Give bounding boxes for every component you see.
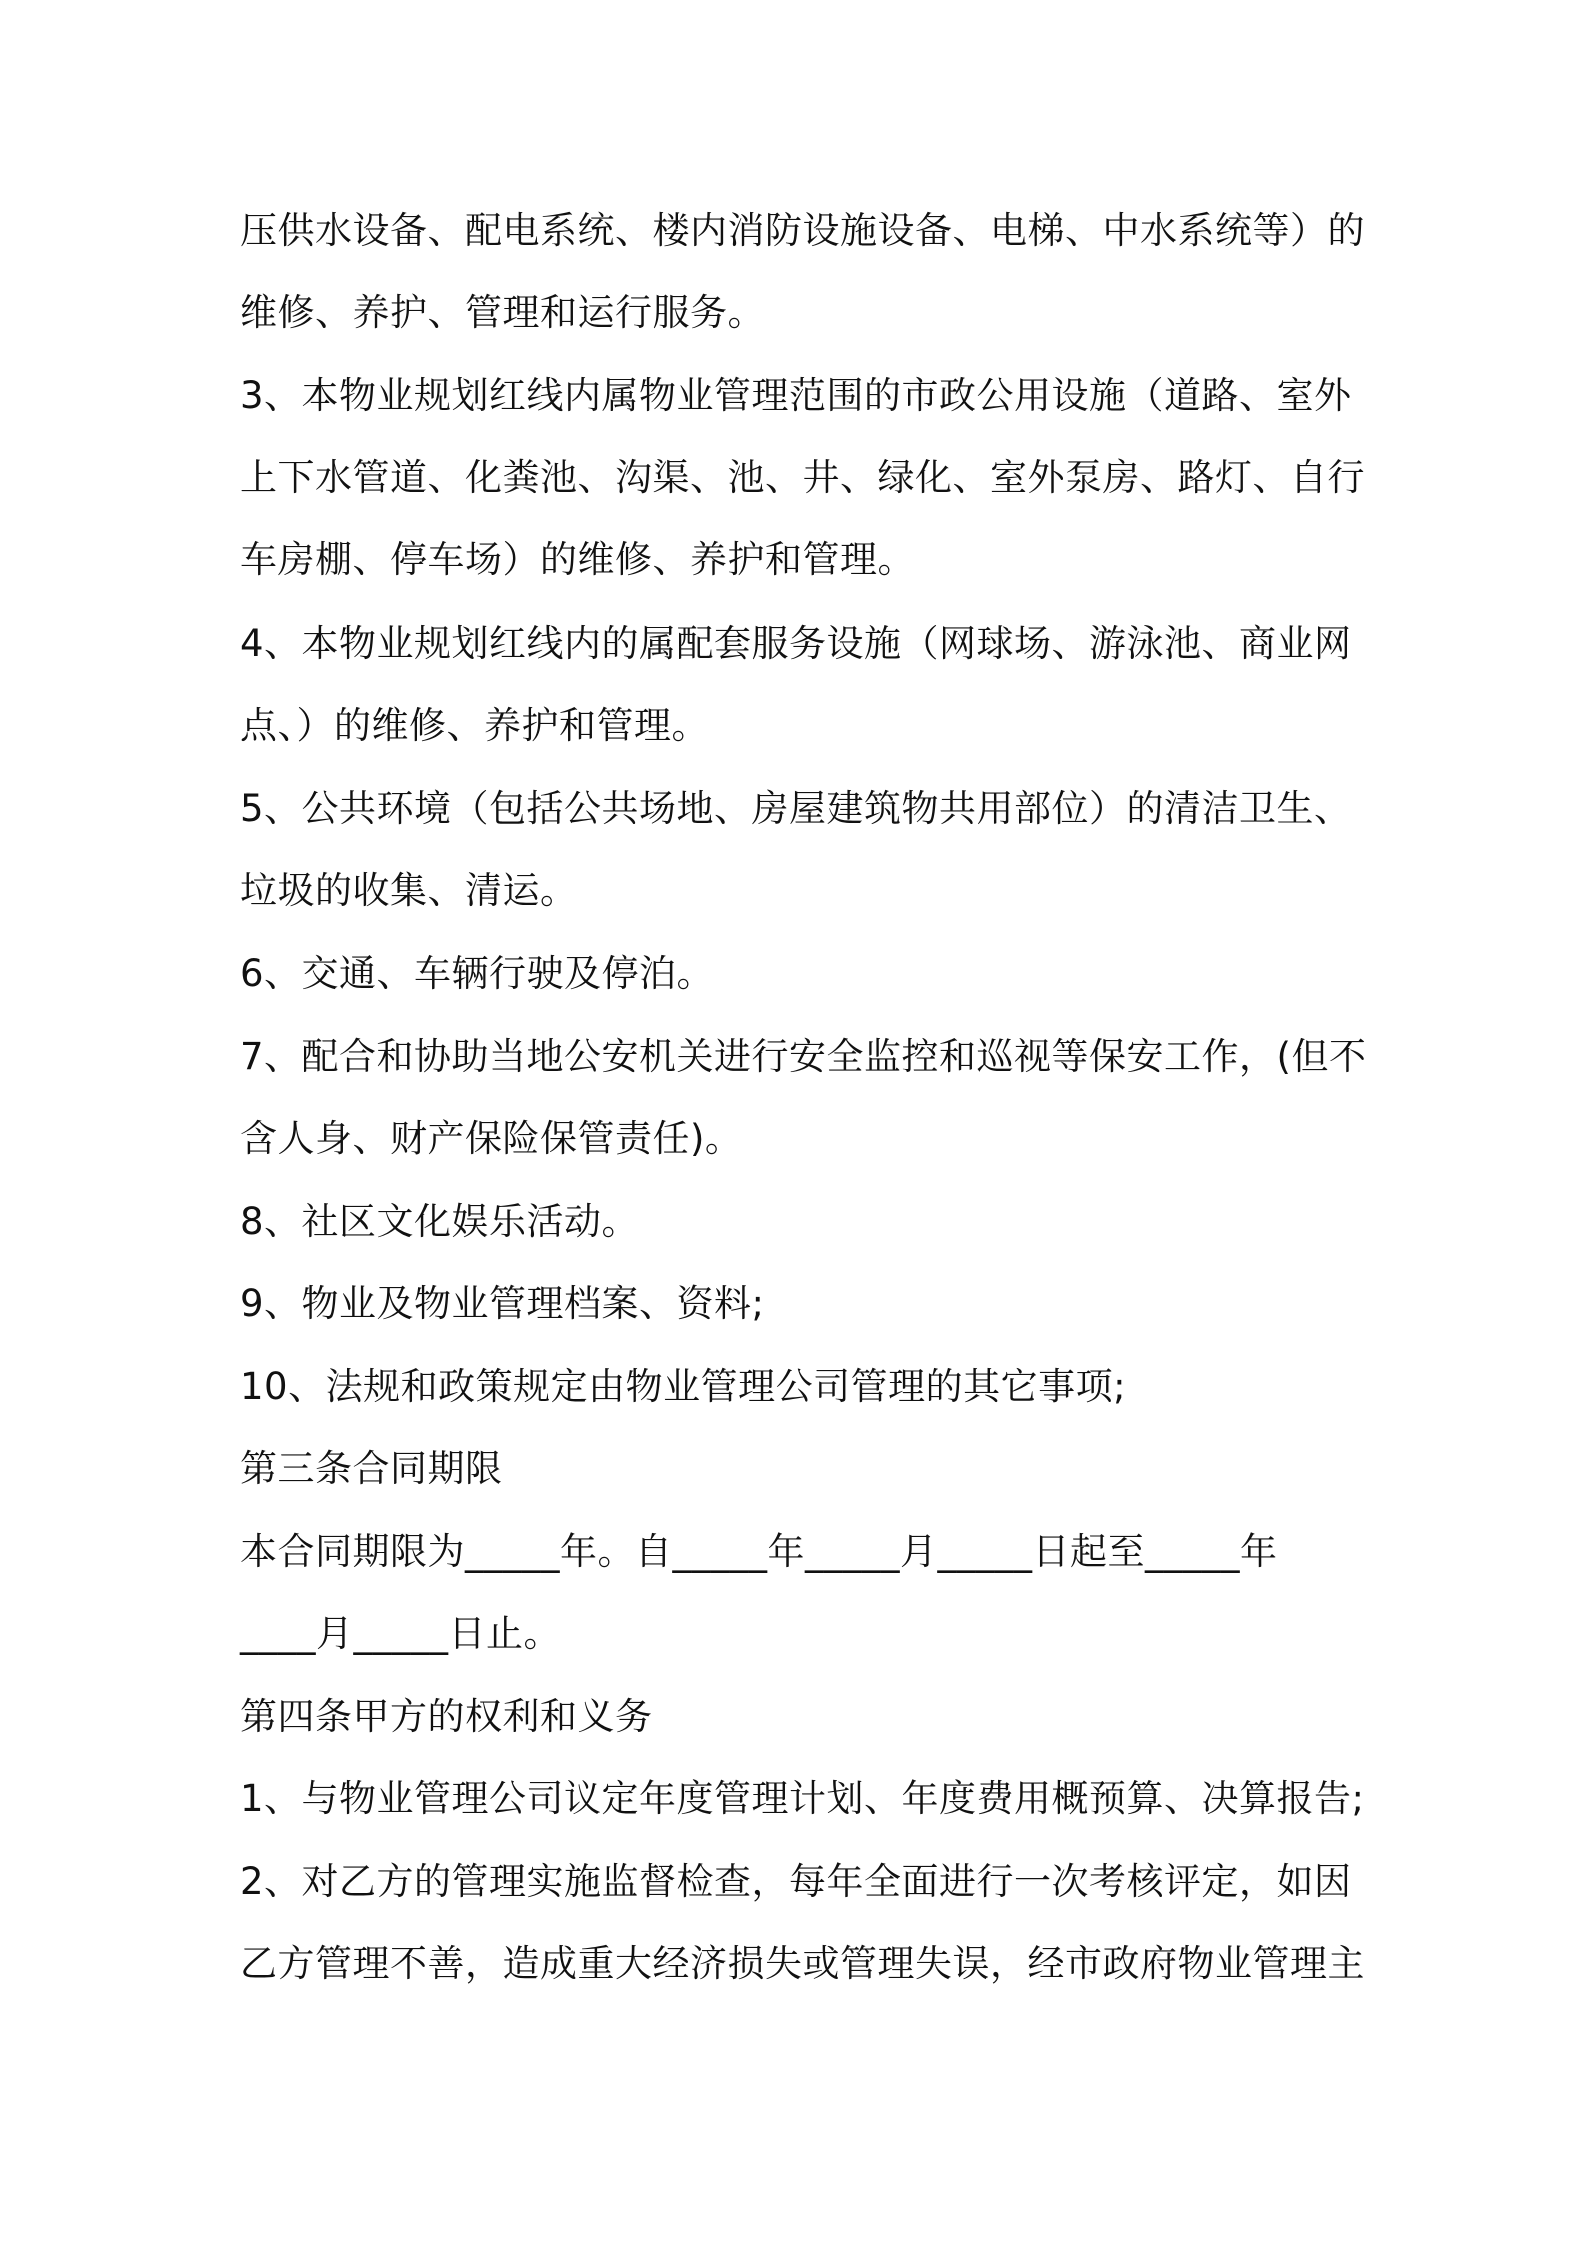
text-line: 点、）的维修、养护和管理。 <box>240 704 709 747</box>
text-line: 10、法规和政策规定由物业管理公司管理的其它事项; <box>240 1365 1127 1408</box>
section-heading: 第三条合同期限 <box>240 1447 503 1490</box>
text-line: 2、对乙方的管理实施监督检查，每年全面进行一次考核评定，如因 <box>240 1860 1352 1903</box>
text-line: 垃圾的收集、清运。 <box>240 869 578 912</box>
text-line: 维修、养护、管理和运行服务。 <box>240 291 765 334</box>
text-line: 7、配合和协助当地公安机关进行安全监控和巡视等保安工作，(但不 <box>240 1035 1367 1078</box>
text-line: 3、本物业规划红线内属物业管理范围的市政公用设施（道路、室外 <box>240 374 1352 417</box>
text-line: 6、交通、车辆行驶及停泊。 <box>240 952 715 995</box>
text-line: 压供水设备、配电系统、楼内消防设施设备、电梯、中水系统等）的 <box>240 209 1365 252</box>
text-line: 车房棚、停车场）的维修、养护和管理。 <box>240 538 915 581</box>
text-line: 8、社区文化娱乐活动。 <box>240 1200 640 1243</box>
text-line: ____月_____日止。 <box>240 1612 561 1655</box>
text-line: 本合同期限为_____年。自_____年_____月_____日起至_____年 <box>240 1530 1278 1573</box>
text-line: 4、本物业规划红线内的属配套服务设施（网球场、游泳池、商业网 <box>240 622 1352 665</box>
text-line: 9、物业及物业管理档案、资料; <box>240 1282 765 1325</box>
section-heading: 第四条甲方的权利和义务 <box>240 1695 653 1738</box>
text-line: 含人身、财产保险保管责任)。 <box>240 1117 743 1160</box>
text-line: 5、公共环境（包括公共场地、房屋建筑物共用部位）的清洁卫生、 <box>240 787 1352 830</box>
text-line: 1、与物业管理公司议定年度管理计划、年度费用概预算、决算报告; <box>240 1777 1365 1820</box>
text-line: 乙方管理不善，造成重大经济损失或管理失误，经市政府物业管理主 <box>240 1942 1365 1985</box>
text-line: 上下水管道、化粪池、沟渠、池、井、绿化、室外泵房、路灯、自行 <box>240 456 1365 499</box>
